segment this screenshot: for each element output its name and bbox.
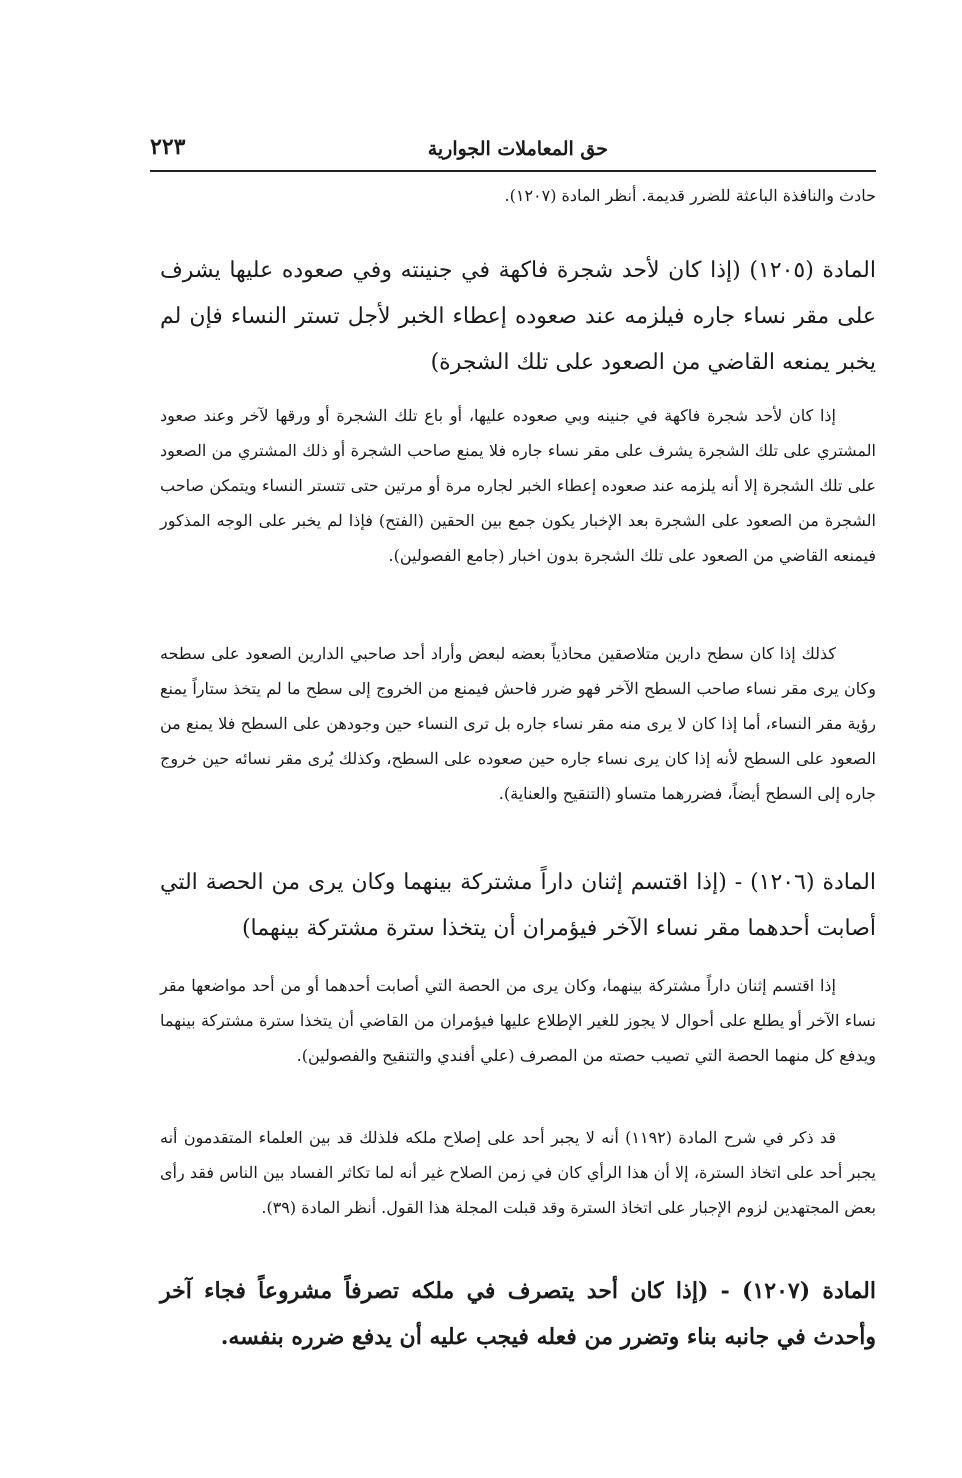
article-1205-text: المادة (١٢٠٥) (إذا كان لأحد شجرة فاكهة في جنينته وفي صعوده عليها يشرف على مقر نساء جاره فيلزمه عند صعوده إعطاء الخبر لأجل تستر النساء فإن لم يخبر يمنعه القاضي من الصعود على تلك الشجرة): [160, 258, 876, 375]
running-header: [150, 132, 876, 172]
running-title: حق المعاملات الجوارية: [427, 138, 608, 160]
commentary-1206-paragraph-2: قد ذكر في شرح المادة (١١٩٢) أنه لا يجبر أحد على إصلاح ملكه فلذلك قد بين العلماء المتقدمون أنه يجبر أحد على اتخاذ السترة، إلا أن هذا الرأي كان في زمن الصلاح غير أنه لما تكاثر الفساد بين الناس فقد رأى بعض المجتهدين لزوم الإجبار على اتخاذ السترة وقد قبلت المجلة هذا القول. أنظر المادة (٣٩).: [160, 1128, 876, 1217]
commentary-1205-paragraph-1: إذا كان لأحد شجرة فاكهة في جنينه وبي صعوده عليها، أو باع تلك الشجرة أو ورقها لآخر وعند صعود المشتري على تلك الشجرة يشرف على مقر نساء جاره فلا يمنع صاحب الشجرة أو ذلك المشتري من الصعود على تلك الشجرة إلا أنه يلزمه عند صعوده إعطاء الخبر لجاره مرة أو مرتين حتى تتستر النساء ويتمكن صاحب الشجرة من الصعود على الشجرة بعد الإخبار يكون جمع بين الحقين (الفتح) فإذا لم يخبر على الوجه المذكور فيمنعه القاضي من الصعود على تلك الشجرة بدون اخبار (جامع الفصولين).: [160, 406, 877, 565]
page-number: ٢٢٣: [150, 134, 186, 160]
article-1207-text: المادة (١٢٠٧) - (إذا كان أحد يتصرف في ملكه تصرفاً مشروعاً فجاء آخر وأحدث في جانبه بناء وتضرر من فعله فيجب عليه أن يدفع ضرره بنفسه.: [160, 1278, 876, 1350]
continuation-text: حادث والنافذة الباعثة للضرر قديمة. أنظر المادة (١٢٠٧).: [504, 186, 876, 205]
article-1206-text: المادة (١٢٠٦) - (إذا اقتسم إثنان داراً مشتركة بينهما وكان يرى من الحصة التي أصابت أحدهما مقر نساء الآخر فيؤمران أن يتخذا سترة مشتركة بينهما): [160, 870, 877, 941]
commentary-1206-paragraph-1: إذا اقتسم إثنان داراً مشتركة بينهما، وكان يرى من الحصة التي أصابت أحدهما أو من أحد مواضعها مقر نساء الآخر أو يطلع على أحوال لا يجوز للغير الإطلاع عليها فيؤمران من القاضي أن يتخذا سترة مشتركة بينهما ويدفع كل منهما الحصة التي تصيب حصته من المصرف (علي أفندي والتنقيح والفصولين).: [160, 976, 876, 1065]
commentary-1205-paragraph-2: كذلك إذا كان سطح دارين متلاصقين محاذياً بعضه لبعض وأراد أحد صاحبي الدارين الصعود على سطحه وكان يرى مقر نساء صاحب السطح الآخر فهو ضرر فاحش فيمنع من الخروج إلى سطح ما لم يتخذ ستاراً يمنع رؤية مقر النساء، أما إذا كان لا يرى منه مقر نساء جاره بل ترى النساء حين وجودهن على السطح فلا يمنع من الصعود على السطح لأنه إذا كان يرى نساء جاره حين صعوده على السطح، وكذلك يُرى مقر نسائه حين خروج جاره إلى السطح أيضاً، فضررهما متساو (التنقيح والعناية).: [160, 644, 877, 803]
